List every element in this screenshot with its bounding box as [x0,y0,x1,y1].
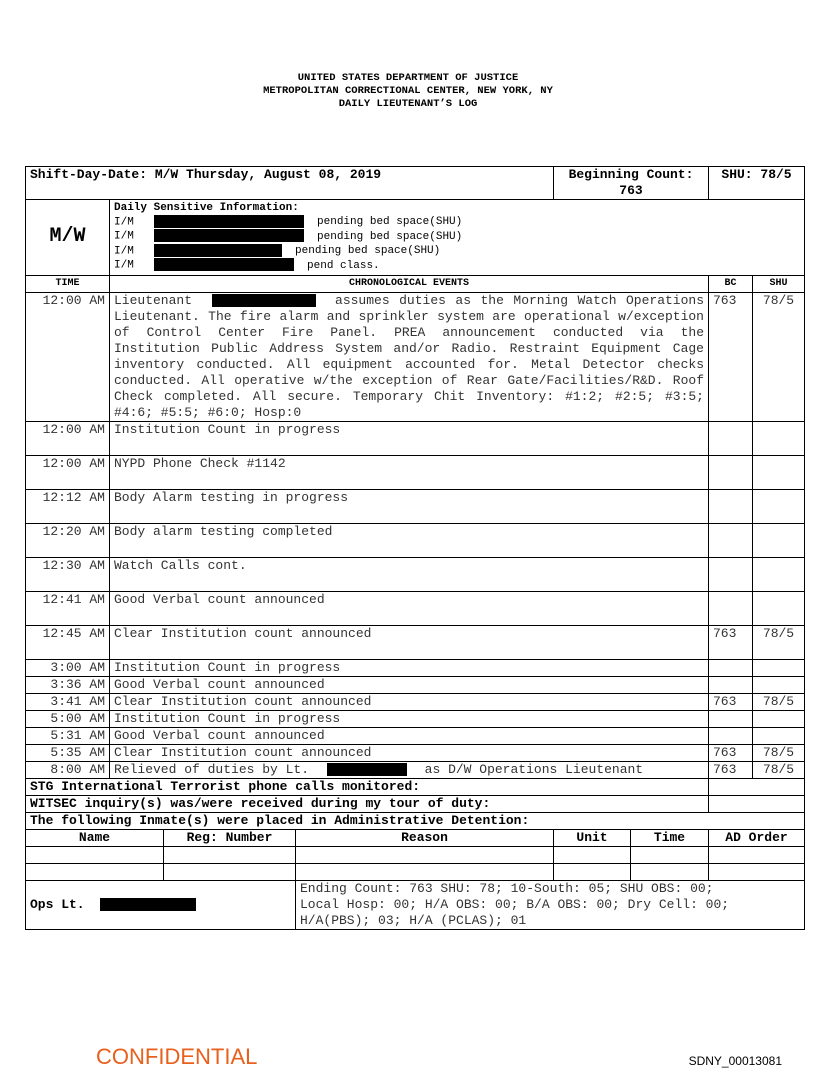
ending-count-cell [296,880,805,929]
event-shu [753,591,805,625]
inmate-prefix: I/M [114,245,134,258]
ad-cell [164,846,296,863]
event-time: 12:00 AM [26,421,110,455]
event-shu [753,557,805,591]
relief-pre: Relieved of duties by Lt. [114,761,310,777]
relief-row [26,761,805,778]
event-time: 12:12 AM [26,489,110,523]
shift-row [26,167,805,200]
relief-post: as D/W Operations Lieutenant [424,761,644,777]
beginning-count: Beginning Count: 763 [554,167,709,200]
shift-day-date: Shift-Day-Date: M/W Thursday, August 08, 2019 [26,167,554,200]
ad-cell [631,846,709,863]
event-time: 12:00 AM [26,292,110,421]
sensitive-entry [114,229,800,243]
sensitive-note: pending bed space(SHU) [317,230,463,243]
event-time: 3:00 AM [26,659,110,676]
bc-column-header: BC [709,275,753,292]
ad-time-header: Time [631,829,709,846]
ad-reg-header: Reg: Number [164,829,296,846]
event-shu [753,727,805,744]
event-row [26,676,805,693]
header-facility: METROPOLITAN CORRECTIONAL CENTER, NEW YORK, NY [263,85,553,97]
sensitive-note: pend class. [307,259,380,272]
event-bc [709,727,753,744]
event-shu: 78/5 [753,625,805,659]
event-bc: 763 [709,761,753,778]
event-bc [709,659,753,676]
event-body: assumes duties as the Morning Watch Operations Lieutenant. The fire alarm and sprinkler system are operational w/exception of Control Center Fire Panel. PREA announcement conducted via the Institution Public Address System and/or Radio. Restraint Equipment Cage inventory conducted. All equipment accounted for. Metal Detector checks conducted. All operative w/the exception of Rear Gate/Facilities/R&D. Roof Check completed. All secure. Temporary Chit Inventory: #1:2; #2:5; #3:5; #4:6; #5:5; #6:0; Hosp:0 [114,292,704,420]
event-row [26,693,805,710]
event-shu: 78/5 [753,744,805,761]
signoff-row [26,880,805,929]
confidential-stamp: CONFIDENTIAL [96,1044,258,1069]
stg-row [26,778,805,795]
event-shu: 78/5 [753,292,805,421]
event-row [26,292,805,421]
header-agency: UNITED STATES DEPARTMENT OF JUSTICE [297,72,519,84]
event-time: 3:41 AM [26,693,110,710]
sensitive-info [110,200,805,276]
inmate-prefix: I/M [114,230,134,243]
event-shu: 78/5 [753,693,805,710]
event-text: Clear Institution count announced [110,625,709,659]
redaction-box [154,258,294,271]
event-bc [709,710,753,727]
event-text: Institution Count in progress [110,421,709,455]
event-time: 12:30 AM [26,557,110,591]
event-bc [709,421,753,455]
ending-count-line: Ending Count: 763 SHU: 78; 10-South: 05; SHU OBS: 00; [300,880,714,896]
events-header-row [26,275,805,292]
event-text: Good Verbal count announced [110,676,709,693]
event-text: Clear Institution count announced [110,693,709,710]
event-shu [753,489,805,523]
redaction-box [212,294,316,307]
event-text: Watch Calls cont. [110,557,709,591]
event-time: 5:31 AM [26,727,110,744]
event-row [26,489,805,523]
lieutenant-log-table [25,166,805,930]
event-text: Institution Count in progress [110,659,709,676]
event-text [110,292,709,421]
event-row [26,557,805,591]
event-row [26,523,805,557]
relief-text [110,761,709,778]
ad-cell [631,863,709,880]
event-bc: 763 [709,625,753,659]
shift-code: M/W [26,200,110,276]
event-shu [753,676,805,693]
event-time: 5:35 AM [26,744,110,761]
redaction-box [154,215,304,228]
event-time: 12:20 AM [26,523,110,557]
time-column-header: TIME [26,275,110,292]
ad-cell [554,846,631,863]
ad-reason-header: Reason [296,829,554,846]
event-lead: Lieutenant [114,292,193,308]
event-bc [709,557,753,591]
redaction-box [100,898,196,911]
ending-count-line: Local Hosp: 00; H/A OBS: 00; B/A OBS: 00; Dry Cell: 00; [300,896,730,912]
ad-order-header: AD Order [709,829,805,846]
event-bc [709,489,753,523]
ad-cell [26,863,164,880]
event-bc [709,523,753,557]
redaction-box [154,244,282,257]
event-row [26,591,805,625]
stg-note: STG International Terrorist phone calls monitored: [26,778,709,795]
sensitive-title: Daily Sensitive Information: [114,202,299,214]
event-row [26,710,805,727]
sensitive-entry [114,244,800,258]
event-time: 3:36 AM [26,676,110,693]
event-text: Institution Count in progress [110,710,709,727]
bates-number: SDNY_00013081 [688,1054,782,1068]
event-row [26,659,805,676]
event-shu [753,421,805,455]
event-time: 12:45 AM [26,625,110,659]
sensitive-note: pending bed space(SHU) [317,216,463,229]
event-bc [709,591,753,625]
event-shu [753,523,805,557]
ad-cell [709,863,805,880]
event-row [26,744,805,761]
event-shu [753,710,805,727]
sensitive-info-row [26,200,805,276]
event-row [26,727,805,744]
ad-blank-row [26,846,805,863]
ad-cell [554,863,631,880]
ad-cell [26,846,164,863]
ad-cell [296,863,554,880]
event-text: Clear Institution count announced [110,744,709,761]
event-time: 8:00 AM [26,761,110,778]
shu-count: SHU: 78/5 [709,167,805,200]
event-shu: 78/5 [753,761,805,778]
ops-lt-label: Ops Lt. [30,896,85,912]
redaction-box [154,229,304,242]
ad-cell [296,846,554,863]
witsec-row [26,795,805,812]
ad-cell [709,846,805,863]
witsec-value [709,795,805,812]
event-row [26,455,805,489]
sensitive-entry [114,215,800,229]
event-shu [753,659,805,676]
event-time: 5:00 AM [26,710,110,727]
ending-count-line: H/A(PBS); 03; H/A (PCLAS); 01 [300,912,527,928]
ad-name-header: Name [26,829,164,846]
stg-value [709,778,805,795]
inmate-prefix: I/M [114,259,134,272]
redaction-box [327,763,407,776]
event-text: Body alarm testing completed [110,523,709,557]
event-time: 12:00 AM [26,455,110,489]
witsec-note: WITSEC inquiry(s) was/were received during my tour of duty: [26,795,709,812]
event-bc: 763 [709,744,753,761]
event-text: NYPD Phone Check #1142 [110,455,709,489]
admin-detention-row [26,812,805,829]
event-row [26,421,805,455]
ad-cell [164,863,296,880]
event-shu [753,455,805,489]
inmate-prefix: I/M [114,216,134,229]
event-bc [709,676,753,693]
sensitive-note: pending bed space(SHU) [295,245,441,258]
event-row [26,625,805,659]
sensitive-entry [114,258,800,272]
event-bc: 763 [709,292,753,421]
ad-header-row [26,829,805,846]
event-text: Body Alarm testing in progress [110,489,709,523]
event-text: Good Verbal count announced [110,591,709,625]
event-text: Good Verbal count announced [110,727,709,744]
ops-lt-cell [26,880,296,929]
ad-blank-row [26,863,805,880]
shu-column-header: SHU [753,275,805,292]
event-bc [709,455,753,489]
event-bc: 763 [709,693,753,710]
event-time: 12:41 AM [26,591,110,625]
document-header [0,72,816,111]
events-column-header: CHRONOLOGICAL EVENTS [110,275,709,292]
ad-unit-header: Unit [554,829,631,846]
admin-detention-note: The following Inmate(s) were placed in Administrative Detention: [26,812,805,829]
header-log-title: DAILY LIEUTENANT’S LOG [338,98,478,110]
